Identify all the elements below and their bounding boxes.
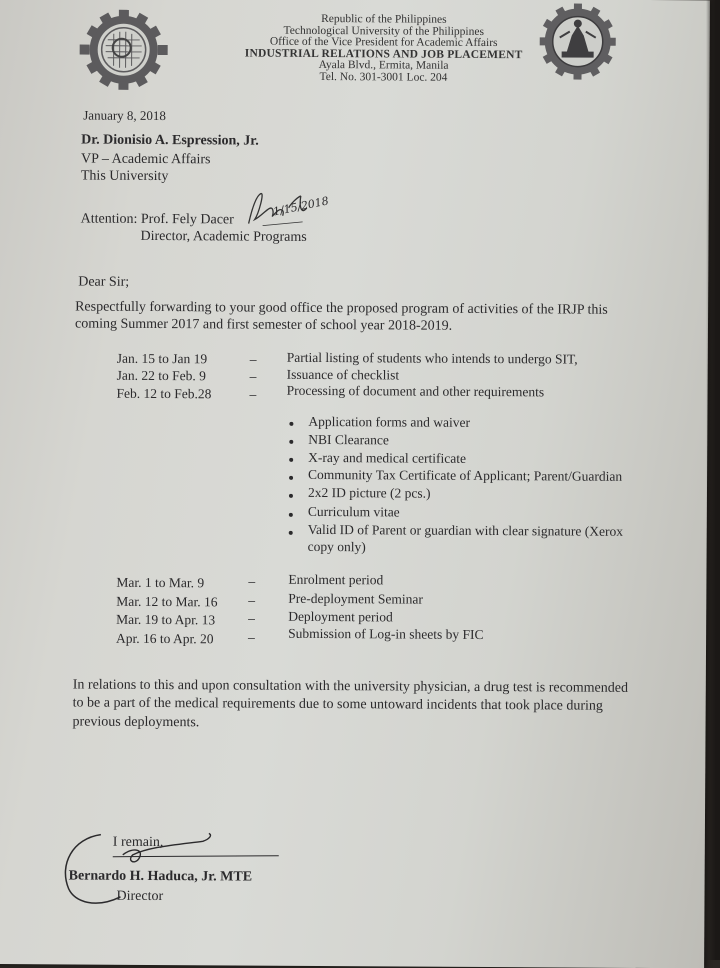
signatory-name: Bernardo H. Haduca, Jr. MTE xyxy=(69,868,253,885)
bullet-icon xyxy=(289,458,293,462)
received-signature xyxy=(243,186,343,242)
bullet-icon xyxy=(289,476,293,480)
schedule-date: Mar. 12 to Mar. 16 xyxy=(116,594,217,611)
bullet-icon xyxy=(289,531,293,535)
attention-title: Director, Academic Programs xyxy=(140,229,306,246)
letterhead-phone: Tel. No. 301-3001 Loc. 204 xyxy=(193,71,573,85)
letterhead xyxy=(193,13,573,85)
list-item: NBI Clearance xyxy=(308,432,389,448)
intro-line-1: Respectfully forwarding to your good office the proposed program of activities of the IRJP this xyxy=(75,300,608,319)
letterhead-office-name: INDUSTRIAL RELATIONS AND JOB PLACEMENT xyxy=(194,48,574,62)
intro-line-2: coming Summer 2017 and first semester of school year 2018-2019. xyxy=(75,317,452,335)
schedule-activity: Pre-deployment Seminar xyxy=(288,591,423,608)
schedule-date: Mar. 19 to Apr. 13 xyxy=(116,612,215,629)
schedule-dash: – xyxy=(250,369,257,385)
list-item: 2x2 ID picture (2 pcs.) xyxy=(308,485,431,502)
list-item: X-ray and medical certificate xyxy=(308,450,466,467)
recipient-name: Dr. Dionisio A. Espression, Jr. xyxy=(81,133,259,150)
schedule-activity: Issuance of checklist xyxy=(287,367,400,384)
received-date: 1/15/2018 xyxy=(272,194,330,218)
university-seal-logo xyxy=(77,11,170,95)
letterhead-line-1: Republic of the Philippines xyxy=(194,13,574,27)
list-item-continuation: copy only) xyxy=(308,539,366,555)
closing-phrase: I remain, xyxy=(113,835,164,851)
closing-line-2: to be a part of the medical requirements due to some untoward incidents that took place during xyxy=(73,695,603,714)
schedule-dash: – xyxy=(250,352,257,368)
signatory-title: Director xyxy=(116,889,163,905)
schedule-date: Feb. 12 to Feb.28 xyxy=(117,386,212,403)
schedule-date: Jan. 22 to Feb. 9 xyxy=(117,368,206,385)
bullet-icon xyxy=(289,494,293,498)
bullet-icon xyxy=(289,422,293,426)
schedule-activity: Submission of Log-in sheets by FIC xyxy=(288,626,483,643)
letter-date: January 8, 2018 xyxy=(83,108,166,125)
list-item: Valid ID of Parent or guardian with clear signature (Xerox xyxy=(308,522,623,540)
schedule-activity: Deployment period xyxy=(288,609,393,626)
list-item: Community Tax Certificate of Applicant; Parent/Guardian xyxy=(308,467,622,485)
recipient-org: This University xyxy=(81,169,169,186)
recipient-title: VP – Academic Affairs xyxy=(81,152,211,169)
schedule-dash: – xyxy=(250,387,257,403)
schedule-dash: – xyxy=(248,593,255,609)
schedule-activity: Partial listing of students who intends to undergo SIT, xyxy=(287,350,578,368)
schedule-dash: – xyxy=(248,574,255,590)
list-item: Application forms and waiver xyxy=(308,414,470,431)
table-edge-shadow xyxy=(706,0,720,960)
schedule-activity: Processing of document and other requirements xyxy=(287,383,545,401)
attention-line: Attention: Prof. Fely Dacer xyxy=(81,212,234,229)
bullet-icon xyxy=(289,440,293,444)
closing-line-1: In relations to this and upon consultation with the university physician, a drug test is recommended xyxy=(73,677,628,696)
schedule-activity: Enrolment period xyxy=(288,572,383,589)
schedule-dash: – xyxy=(248,611,255,627)
bullet-icon xyxy=(289,513,293,517)
schedule-date: Mar. 1 to Mar. 9 xyxy=(116,575,204,592)
closing-line-3: previous deployments. xyxy=(73,714,200,731)
schedule-date: Apr. 16 to Apr. 20 xyxy=(116,631,214,648)
letterhead-line-3: Office of the Vice President for Academic Affairs xyxy=(194,36,574,50)
letterhead-line-2: Technological University of the Philippines xyxy=(194,25,574,39)
schedule-date: Jan. 15 to Jan 19 xyxy=(117,351,207,368)
salutation: Dear Sir; xyxy=(78,275,129,291)
schedule-dash: – xyxy=(248,630,255,646)
letterhead-address: Ayala Blvd., Ermita, Manila xyxy=(194,60,574,74)
list-item: Curriculum vitae xyxy=(308,504,400,521)
